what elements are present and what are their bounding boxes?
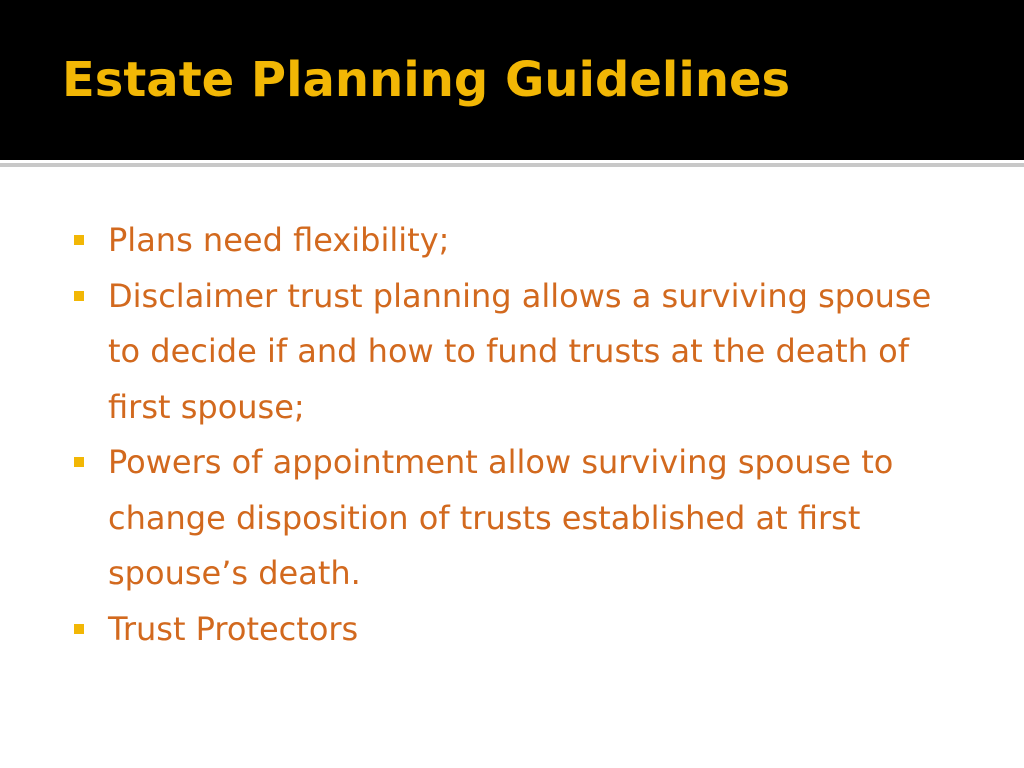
bullet-item bbox=[70, 213, 970, 269]
square-bullet-icon bbox=[74, 235, 84, 245]
title-bar bbox=[0, 0, 1024, 160]
bullet-item bbox=[70, 269, 970, 436]
bullet-item bbox=[70, 602, 970, 658]
square-bullet-icon bbox=[74, 291, 84, 301]
slide-title: Estate Planning Guidelines bbox=[62, 52, 791, 108]
square-bullet-icon bbox=[74, 624, 84, 634]
square-bullet-icon bbox=[74, 457, 84, 467]
title-divider bbox=[0, 163, 1024, 167]
bullet-text: Trust Protectors bbox=[108, 609, 359, 648]
bullet-item bbox=[70, 435, 970, 602]
bullet-text: Powers of appointment allow surviving spouse to change disposition of trusts established at first spouse’s death. bbox=[108, 443, 894, 592]
bullet-list bbox=[70, 213, 970, 657]
bullet-text: Plans need flexibility; bbox=[108, 221, 450, 259]
bullet-text: Disclaimer trust planning allows a surviving spouse to decide if and how to fund trusts at the death of first spouse; bbox=[108, 276, 932, 426]
